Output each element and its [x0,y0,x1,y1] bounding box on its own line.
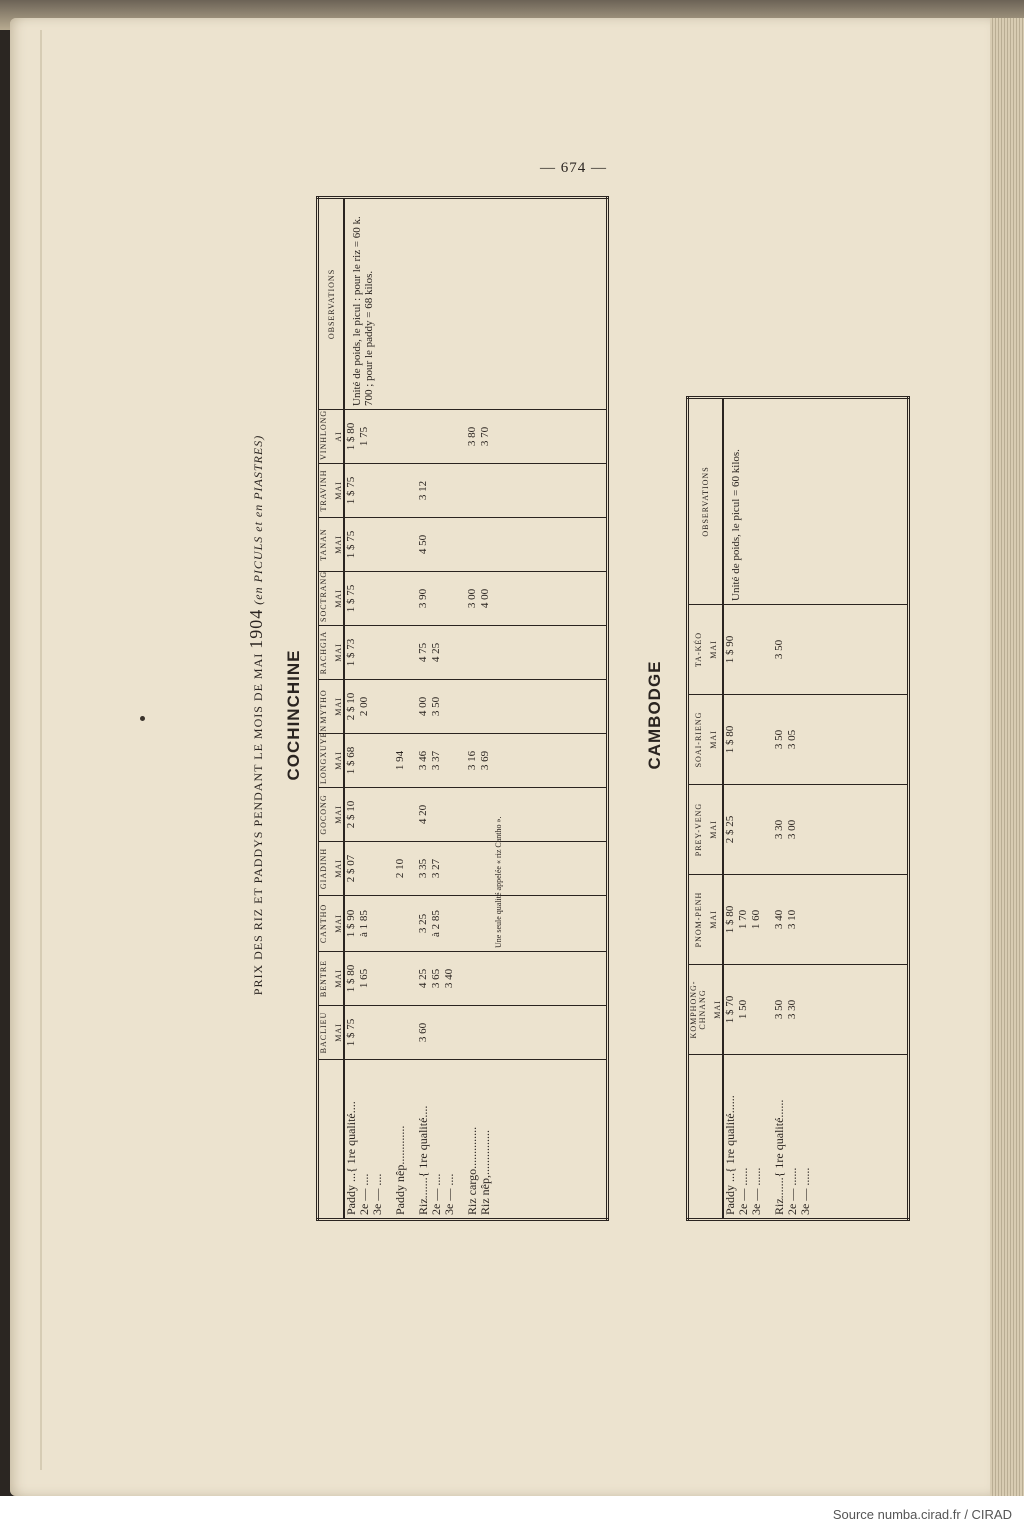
row-gap [456,737,466,784]
price-cell: 3 80 [466,426,478,447]
price-cell: 1 $ 70 [724,995,736,1024]
price-column [344,1006,608,1060]
price-cell: 3 30 [773,819,785,840]
price-cell [371,467,384,514]
column-header-gocong [318,788,345,842]
price-cell: 3 30 [786,999,798,1020]
cochinchine-body-row [344,198,608,1220]
price-cell: 3 60 [417,1022,429,1043]
price-cell [394,575,407,622]
price-column [344,680,608,734]
price-cell: 3 25 [417,913,429,934]
price-cell [358,737,371,784]
row-gap [384,737,394,784]
row-gap [456,899,466,948]
price-column [344,464,608,518]
price-cell: 1 $ 80 [724,905,736,934]
price-cell [750,968,763,1051]
column-month: MAI [334,751,343,770]
row-gap [407,899,417,948]
column-month: MAI [334,914,343,933]
column-name: PNOM-PENH [693,891,703,948]
price-cell: 4 75 [417,642,429,663]
column-month: MAI [334,589,343,608]
price-cell [479,955,492,1002]
price-cell [371,1009,384,1056]
price-cell [394,683,407,730]
price-cell [371,575,384,622]
price-cell [737,608,750,691]
price-cell [394,955,407,1002]
price-cell: 1 $ 90 [724,635,736,664]
price-cell [443,899,456,948]
column-header-tanan [318,518,345,572]
column-name: SOCTRANG [319,570,328,622]
price-cell: 4 25 [430,642,442,663]
column-header-baclieu [318,1006,345,1060]
price-cell [443,845,456,892]
row-gap [384,413,394,460]
price-cell [394,791,407,838]
price-cell: 4 50 [417,534,429,555]
column-name: RACHGIA [319,630,328,675]
row-label: Paddy ...{ 1re qualité.... [344,1101,358,1215]
price-cell: 3 90 [417,588,429,609]
column-month: MAI [334,535,343,554]
column-header-pnom-penh [688,875,724,965]
price-column [344,788,608,842]
row-labels [723,1055,909,1220]
row-gap [456,845,466,892]
price-cell [786,608,799,691]
column-month: AI [334,431,343,442]
price-cell: 4 20 [417,804,429,825]
row-gap [384,575,394,622]
price-cell: 3 69 [479,750,491,771]
price-cell: 1 94 [394,750,406,771]
title-year: 1904 [246,608,266,649]
row-label: 3e — .... [442,1173,456,1215]
price-cell [371,521,384,568]
price-cell [479,845,492,892]
price-column [344,572,608,626]
row-gap [384,791,394,838]
cambodge-body-row [723,398,909,1220]
row-gap [456,575,466,622]
column-name: BENTRE [319,959,328,998]
price-cell: 2 $ 10 [345,692,357,721]
row-gap [407,683,417,730]
column-name: KOMPHONG-CHNANG [689,980,707,1039]
column-header-prey-veng [688,785,724,875]
price-cell: 3 37 [430,750,442,771]
price-cell [371,955,384,1002]
price-cell: 3 50 [773,729,785,750]
price-cell: 3 50 [430,696,442,717]
row-gap [384,521,394,568]
price-cell [466,1009,479,1056]
price-column [723,965,909,1055]
price-cell: 3 46 [417,750,429,771]
row-label-header [688,1055,724,1220]
observations-header: OBSERVATIONS [318,198,345,410]
column-header-travinh [318,464,345,518]
row-label: 3e — ...... [749,1167,763,1215]
price-cell [394,629,407,676]
column-month: MAI [334,805,343,824]
row-gap [763,878,773,961]
column-month: MAI [708,640,718,659]
price-cell: 1 $ 80 [345,422,357,451]
row-gap [763,788,773,871]
price-column [723,695,909,785]
price-cell [799,608,812,691]
price-cell: 1 $ 80 [724,725,736,754]
price-cell: 3 10 [786,909,798,930]
price-cell [417,413,430,460]
row-gap [407,575,417,622]
ink-spot [140,716,145,721]
column-month: MAI [334,697,343,716]
price-cell [737,698,750,781]
price-cell: 3 40 [773,909,785,930]
price-cell [394,899,407,948]
observations-text: Unité de poids, le picul : pour le riz = 60 k. 700 ; pour le paddy = 68 kilos. [344,198,608,410]
row-gap [456,629,466,676]
column-header-longxuyen [318,724,345,788]
price-cell: 1 $ 75 [345,1018,357,1047]
column-name: BACLIEU [319,1011,328,1054]
price-cell [430,467,443,514]
price-cell [358,845,371,892]
source-credit: Source numba.cirad.fr / CIRAD [832,1507,1012,1522]
price-cell [799,698,812,781]
observations-text: Unité de poids, le picul = 60 kilos. [723,398,909,605]
column-name: TA-KÉO [693,631,703,668]
price-cell: 1 50 [737,999,749,1020]
cambodge-header-row [688,398,724,1220]
price-column [723,875,909,965]
row-label-header [318,1060,345,1220]
price-cell: 3 50 [773,999,785,1020]
row-gap [407,413,417,460]
price-cell [466,467,479,514]
price-cell [479,1009,492,1056]
price-cell [394,521,407,568]
column-month: MAI [713,1000,722,1019]
title-prefix: PRIX DES RIZ ET PADDYS PENDANT LE MOIS DE MAI [251,652,265,996]
price-cell [443,791,456,838]
row-label: 3e — ...... [798,1167,812,1215]
price-cell [466,629,479,676]
column-name: LONGXUYEN [319,724,328,784]
price-cell: 3 50 [773,639,785,660]
row-label: Paddy ...{ 1re qualité...... [723,1095,737,1215]
row-gap [384,683,394,730]
column-header-komphong-chnang [688,965,724,1055]
price-cell [799,968,812,1051]
price-cell: 1 60 [750,909,762,930]
price-cell: 4 25 [417,968,429,989]
price-column [344,518,608,572]
row-gap [456,791,466,838]
row-labels [344,1060,608,1220]
column-name: TANAN [319,528,328,561]
price-cell [430,791,443,838]
page-number: — 674 — [540,160,607,176]
column-name: PREY-VENG [693,802,703,857]
price-column [344,410,608,464]
price-cell: 2 $ 10 [345,800,357,829]
price-cell [750,788,763,871]
price-cell [358,467,371,514]
price-cell [394,1009,407,1056]
price-cell [394,413,407,460]
price-cell [479,683,492,730]
price-cell [479,521,492,568]
column-name: MYTHO [319,689,328,724]
price-cell [430,521,443,568]
row-label: Riz.......{ 1re qualité...... [772,1099,786,1215]
cambodge-table [686,396,910,1221]
price-cell [371,845,384,892]
price-cell [799,878,812,961]
column-header-rachgia [318,626,345,680]
price-cell [371,737,384,784]
price-cell [479,629,492,676]
price-column [344,842,608,896]
row-gap [763,698,773,781]
rotated-content [220,195,910,1235]
price-cell: 2 00 [358,696,370,717]
price-cell [358,629,371,676]
price-cell [466,955,479,1002]
column-header-soai-rieng [688,695,724,785]
price-cell: 1 $ 75 [345,476,357,505]
row-gap [407,737,417,784]
cell-note: Une seule qualité appelée « riz Cantho ». [494,816,503,948]
price-cell [466,791,479,838]
column-month: MAI [334,481,343,500]
price-cell: 2 $ 25 [724,815,736,844]
price-cell: 3 40 [443,968,455,989]
price-cell [430,413,443,460]
column-header-vinhlong [318,410,345,464]
page-stack-edge [990,18,1024,1496]
price-cell [466,521,479,568]
row-label: 2e — .... [357,1173,371,1215]
row-gap [384,845,394,892]
row-label: Riz.......{ 1re qualité.... [416,1105,430,1215]
row-gap [407,845,417,892]
row-gap [407,629,417,676]
price-cell: 1 $ 73 [345,638,357,667]
price-cell [443,629,456,676]
price-cell [750,608,763,691]
column-header-soctrang [318,572,345,626]
price-cell: 2 $ 07 [345,854,357,883]
column-header-cantho [318,896,345,952]
price-cell [479,899,492,948]
row-label: Riz nêp,............... [478,1130,492,1215]
title-suffix: (en PICULS et en PIASTRES) [251,434,265,605]
column-header-giadinh [318,842,345,896]
price-cell [737,788,750,871]
price-cell [430,575,443,622]
price-cell [443,521,456,568]
price-cell: 1 65 [358,968,370,989]
price-cell [466,683,479,730]
price-cell [443,413,456,460]
row-gap [456,955,466,1002]
price-cell [466,845,479,892]
row-gap [384,467,394,514]
price-cell: 3 70 [479,426,491,447]
column-month: MAI [708,910,718,929]
price-cell: 3 05 [786,729,798,750]
price-cell: 3 65 [430,968,442,989]
price-cell [358,1009,371,1056]
price-cell: 3 00 [466,588,478,609]
price-cell [443,683,456,730]
row-gap [456,413,466,460]
price-cell: 3 12 [417,480,429,501]
row-gap [384,629,394,676]
price-cell: 3 00 [786,819,798,840]
row-gap [456,1009,466,1056]
price-cell [394,467,407,514]
price-cell: 3 16 [466,750,478,771]
price-cell [371,791,384,838]
price-cell [466,899,479,948]
column-name: TRAVINH [319,469,328,512]
price-cell: 3 35 [417,858,429,879]
price-cell [358,521,371,568]
row-gap [407,791,417,838]
row-gap [384,899,394,948]
row-label: 2e — ...... [785,1167,799,1215]
price-cell [358,575,371,622]
price-cell: 1 $ 68 [345,746,357,775]
price-column [723,785,909,875]
price-column [344,626,608,680]
column-name: SOAI-RIENG [693,711,703,768]
column-month: MAI [708,730,718,749]
price-cell: à 1 85 [358,910,370,937]
row-gap [407,467,417,514]
column-name: VINHLONG [319,409,328,460]
column-name: GOCONG [319,794,328,835]
cochinchine-table [316,196,609,1221]
row-label: 2e — .... [429,1173,443,1215]
column-name: GIADINH [319,847,328,890]
price-cell: 3 27 [430,858,442,879]
price-cell [443,1009,456,1056]
column-month: MAI [334,859,343,878]
row-gap [456,683,466,730]
price-cell: 1 $ 75 [345,584,357,613]
column-month: MAI [334,969,343,988]
price-cell [443,467,456,514]
cochinchine-heading: COCHINCHINE [284,649,303,781]
row-label: Paddy nêp............. [393,1125,407,1215]
price-cell [430,1009,443,1056]
row-gap [456,521,466,568]
price-cell [479,467,492,514]
row-gap [763,608,773,691]
column-header-ta-kéo [688,605,724,695]
cochinchine-header-row [318,198,345,1220]
page-fold-line [40,30,42,1470]
price-cell [750,698,763,781]
price-cell: 1 $ 90 [345,909,357,938]
price-cell [799,788,812,871]
price-cell: 4 00 [417,696,429,717]
row-label: Riz cargo.............. [465,1126,479,1215]
price-column [344,734,608,788]
row-label: 3e — .... [370,1173,384,1215]
price-column [344,952,608,1006]
column-header-bentre [318,952,345,1006]
row-label: 2e — ...... [736,1167,750,1215]
price-cell: à 2 85 [430,910,442,937]
price-cell: 1 70 [737,909,749,930]
price-cell: 2 10 [394,858,406,879]
row-gap [763,968,773,1051]
row-gap [384,955,394,1002]
price-cell [443,737,456,784]
column-name: CANTHO [319,903,328,944]
row-gap [407,955,417,1002]
price-cell: 4 00 [479,588,491,609]
price-cell [479,791,492,838]
row-gap [407,1009,417,1056]
column-month: MAI [334,643,343,662]
row-gap [456,467,466,514]
price-cell [371,899,384,948]
price-cell [358,791,371,838]
price-cell: 1 75 [358,426,370,447]
price-cell: 1 $ 75 [345,530,357,559]
row-gap [407,521,417,568]
cambodge-heading: CAMBODGE [645,660,664,770]
price-cell [443,575,456,622]
row-gap [384,1009,394,1056]
price-cell: 1 $ 80 [345,964,357,993]
price-cell [371,683,384,730]
price-column [723,605,909,695]
table-title [246,195,267,1235]
column-month: MAI [334,1023,343,1042]
price-cell [371,629,384,676]
column-month: MAI [708,820,718,839]
price-cell [371,413,384,460]
observations-header: OBSERVATIONS [688,398,724,605]
